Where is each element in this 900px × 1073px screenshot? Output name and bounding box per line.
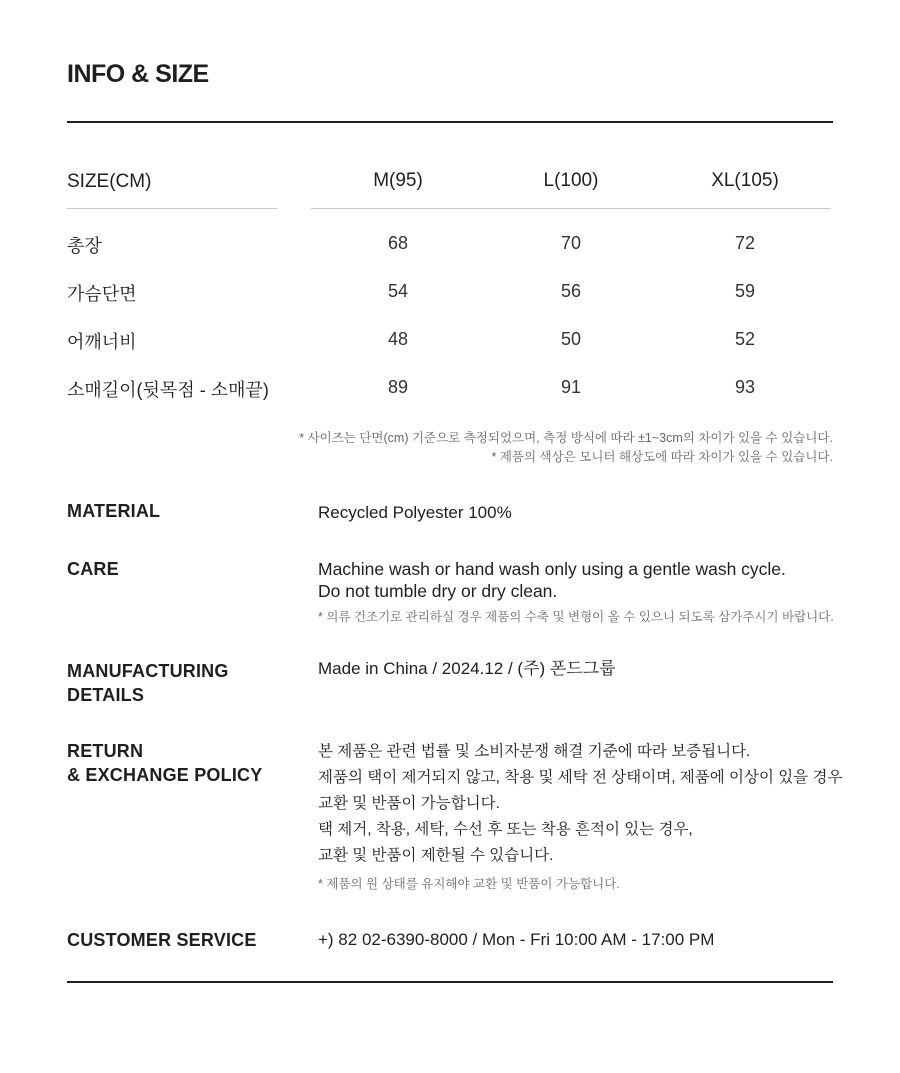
size-cell: 91 bbox=[560, 377, 582, 397]
policy-line: 교환 및 반품이 가능합니다. bbox=[318, 795, 500, 812]
size-row-label: 어깨너비 bbox=[67, 332, 137, 352]
size-cell: 56 bbox=[560, 281, 582, 301]
size-cell: 72 bbox=[734, 233, 756, 253]
customer-service-label: CUSTOMER SERVICE bbox=[67, 930, 257, 950]
care-note: * 의류 건조기로 관리하실 경우 제품의 수축 및 변형이 올 수 있으니 되도록 삼가주시기 바랍니다. bbox=[318, 610, 834, 624]
size-header-label: SIZE(CM) bbox=[67, 171, 152, 192]
column-header-xl: XL(105) bbox=[711, 170, 779, 191]
size-cell: 52 bbox=[734, 329, 756, 349]
care-line-2: Do not tumble dry or dry clean. bbox=[318, 581, 558, 601]
size-row-label: 소매길이(뒷목점 - 소매끝) bbox=[67, 380, 269, 400]
size-cell: 70 bbox=[560, 233, 582, 253]
customer-service-value: +) 82 02-6390-8000 / Mon - Fri 10:00 AM - 17:00 PM bbox=[318, 930, 715, 949]
size-cell: 59 bbox=[734, 281, 756, 301]
size-label-divider bbox=[67, 208, 277, 209]
size-row-label: 가슴단면 bbox=[67, 284, 137, 304]
policy-note: * 제품의 원 상태를 유지해야 교환 및 반품이 가능합니다. bbox=[318, 877, 620, 891]
top-divider bbox=[67, 121, 833, 123]
policy-line: 교환 및 반품이 제한될 수 있습니다. bbox=[318, 847, 554, 864]
size-note: * 사이즈는 단면(cm) 기준으로 측정되었으며, 측정 방식에 따라 ±1~3cm의 차이가 있을 수 있습니다. bbox=[299, 431, 833, 445]
size-cell: 54 bbox=[387, 281, 409, 301]
column-header-l: L(100) bbox=[543, 170, 599, 191]
policy-line: 본 제품은 관련 법률 및 소비자분쟁 해결 기준에 따라 보증됩니다. bbox=[318, 743, 751, 760]
size-values-divider bbox=[311, 208, 831, 209]
policy-line: 택 제거, 착용, 세탁, 수선 후 또는 착용 흔적이 있는 경우, bbox=[318, 821, 693, 838]
page-title: INFO & SIZE bbox=[67, 60, 209, 88]
manufacturing-label-line-1: MANUFACTURING bbox=[67, 661, 229, 681]
manufacturing-label-line-2: DETAILS bbox=[67, 685, 145, 705]
size-cell: 89 bbox=[387, 377, 409, 397]
size-cell: 50 bbox=[560, 329, 582, 349]
column-header-m: M(95) bbox=[373, 170, 423, 191]
return-label-line-2: & EXCHANGE POLICY bbox=[67, 765, 263, 785]
size-row-label: 총장 bbox=[67, 236, 102, 256]
manufacturing-value: Made in China / 2024.12 / (주) 폰드그룹 bbox=[318, 659, 616, 678]
bottom-divider bbox=[67, 981, 833, 983]
return-label-line-1: RETURN bbox=[67, 741, 144, 761]
policy-line: 제품의 택이 제거되지 않고, 착용 및 세탁 전 상태이며, 제품에 이상이 있을 경우 bbox=[318, 769, 843, 786]
size-cell: 68 bbox=[387, 233, 409, 253]
material-label: MATERIAL bbox=[67, 501, 161, 521]
color-note: * 제품의 색상은 모니터 해상도에 따라 차이가 있을 수 있습니다. bbox=[491, 450, 833, 464]
size-cell: 93 bbox=[734, 377, 756, 397]
care-label: CARE bbox=[67, 559, 119, 579]
material-value: Recycled Polyester 100% bbox=[318, 503, 512, 522]
size-cell: 48 bbox=[387, 329, 409, 349]
care-line-1: Machine wash or hand wash only using a gentle wash cycle. bbox=[318, 559, 786, 579]
